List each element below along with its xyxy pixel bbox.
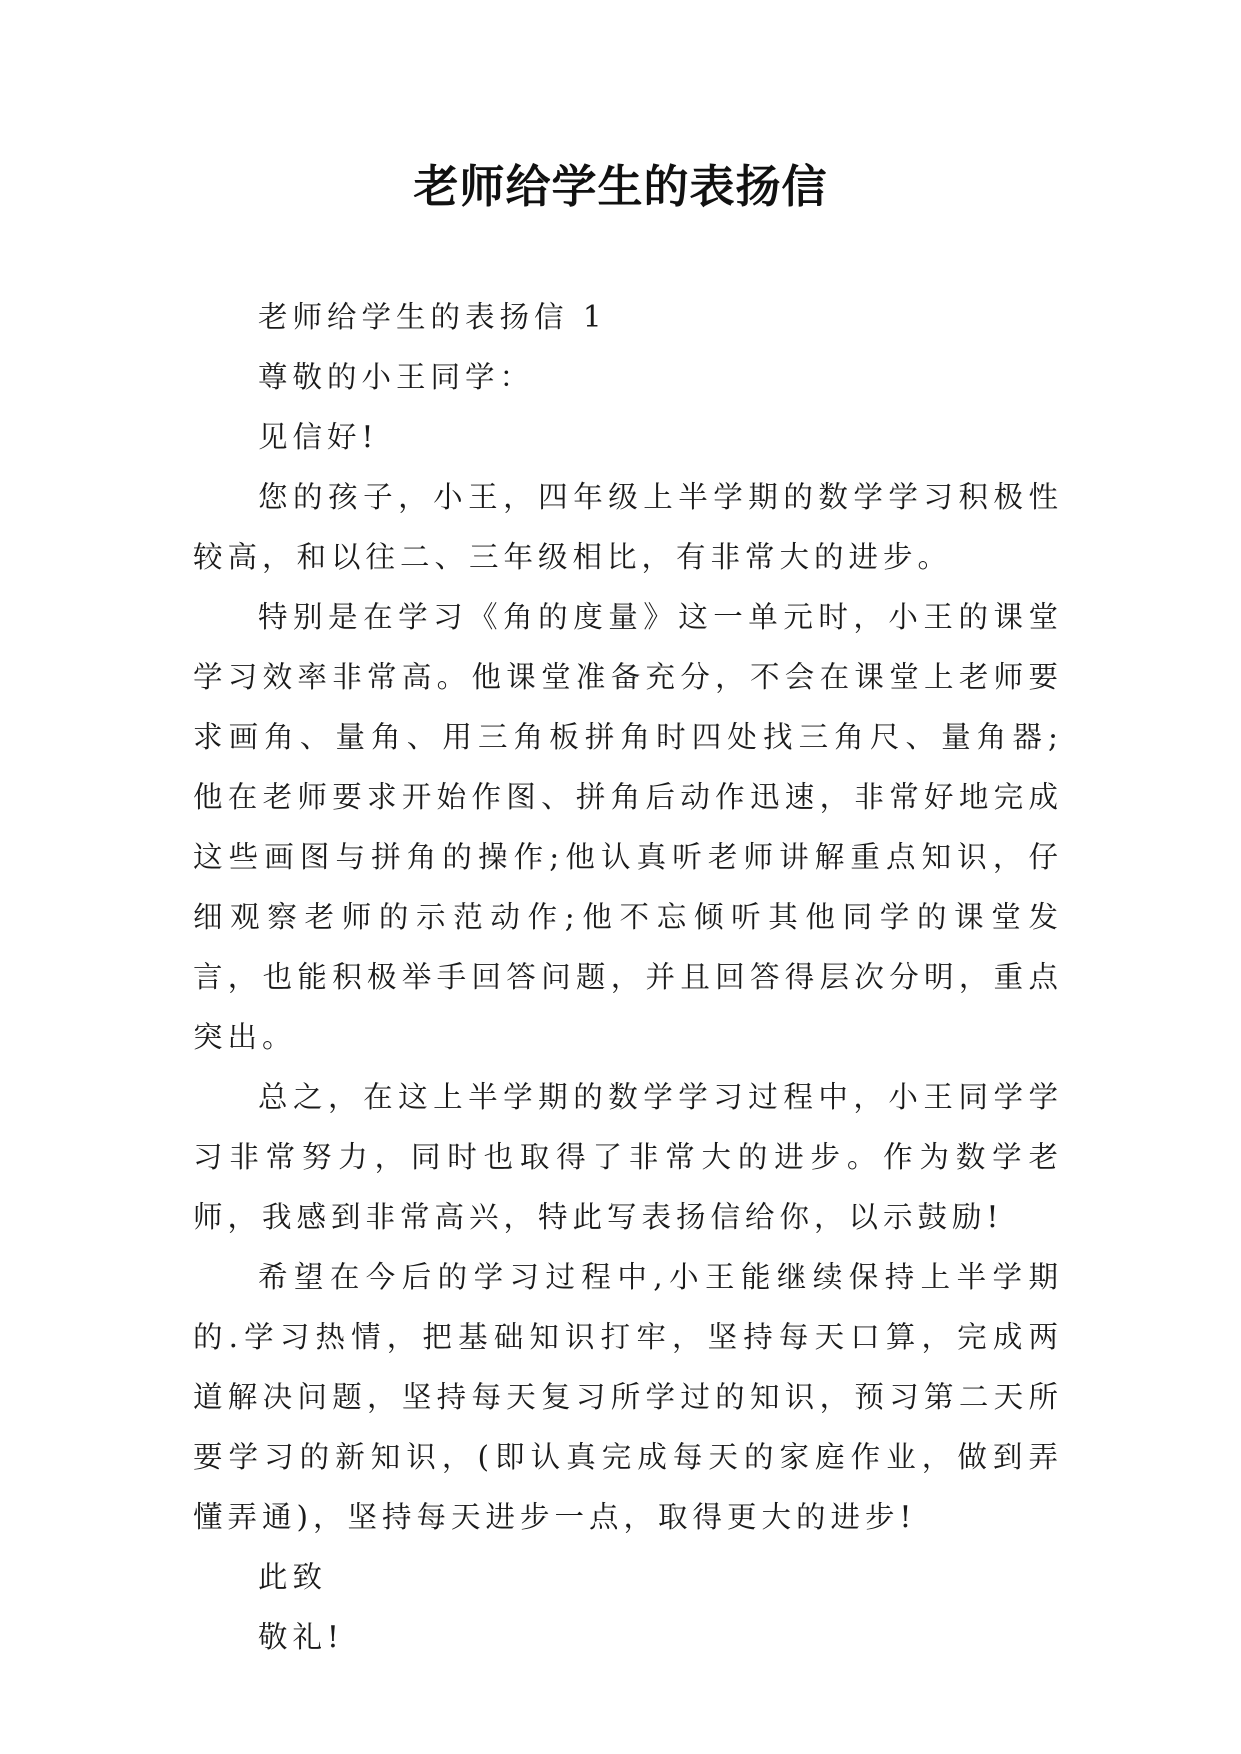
letter-paragraph: 您的孩子，小王，四年级上半学期的数学学习积极性较高，和以往二、三年级相比，有非常大的进步。 (193, 480, 1063, 574)
letter-salutation: 尊敬的小王同学： (258, 360, 535, 394)
letter-greeting: 见信好! (258, 420, 379, 454)
letter-closing: 此致 (258, 1560, 328, 1594)
letter-closing-regards: 敬礼! (258, 1620, 344, 1654)
letter-paragraph: 特别是在学习《角的度量》这一单元时，小王的课堂学习效率非常高。他课堂准备充分，不会在课堂上老师要求画角、量角、用三角板拼角时四处找三角尺、量角器;他在老师要求开始作图、拼角后动作迅速，非常好地完成这些画图与拼角的操作;他认真听老师讲解重点知识，仔细观察老师的示范动作;他不忘倾听其他同学的课堂发言，也能积极举手回答问题，并且回答得层次分明，重点突出。 (193, 600, 1063, 1054)
document-title: 老师给学生的表扬信 (413, 160, 828, 213)
document-body (193, 287, 1063, 1667)
letter-heading: 老师给学生的表扬信 1 (258, 300, 607, 334)
letter-paragraph: 总之，在这上半学期的数学学习过程中，小王同学学习非常努力，同时也取得了非常大的进步。作为数学老师，我感到非常高兴，特此写表扬信给你，以示鼓励! (193, 1080, 1063, 1234)
letter-paragraph: 希望在今后的学习过程中,小王能继续保持上半学期的.学习热情，把基础知识打牢，坚持每天口算，完成两道解决问题，坚持每天复习所学过的知识，预习第二天所要学习的新知识，(即认真完成每天的家庭作业，做到弄懂弄通)，坚持每天进步一点，取得更大的进步! (193, 1260, 1063, 1534)
